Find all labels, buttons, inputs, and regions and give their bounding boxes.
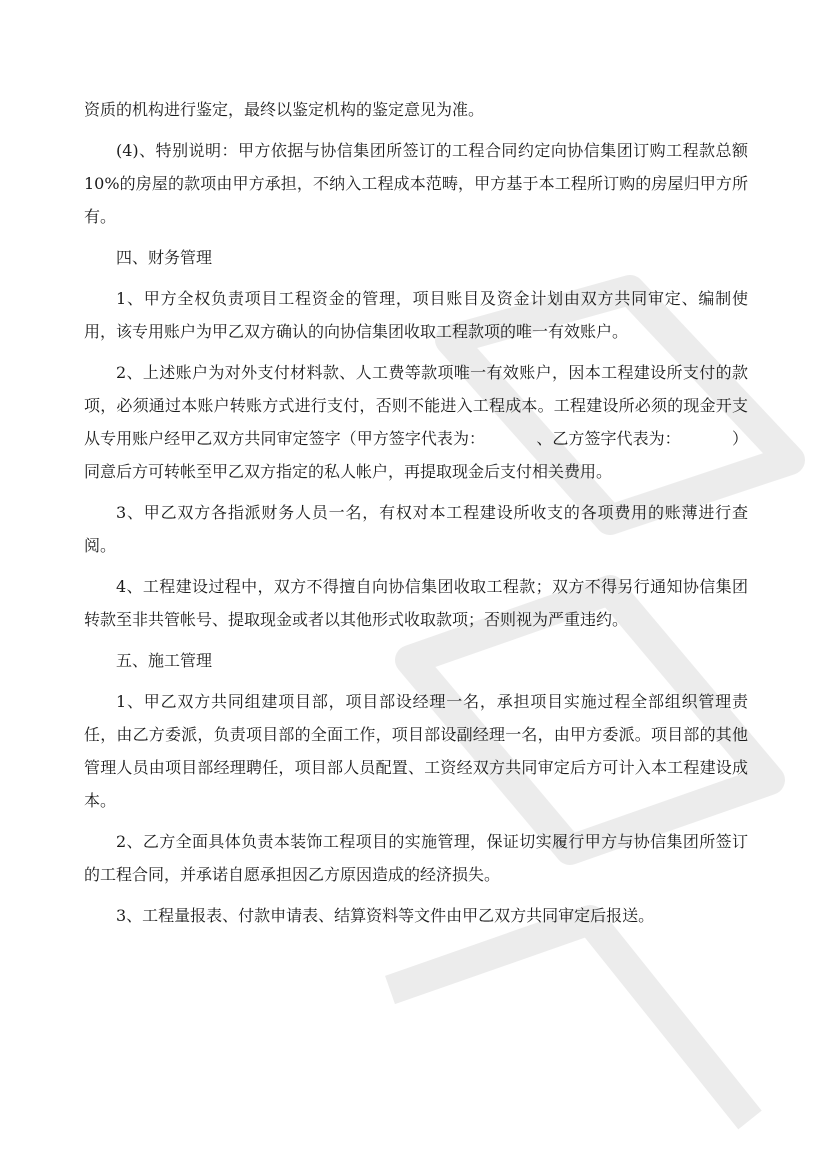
- paragraph-construction-3: 3、工程量报表、付款申请表、结算资料等文件由甲乙双方共同审定后报送。: [116, 906, 655, 925]
- paragraph-qualification-continued: 资质的机构进行鉴定，最终以鉴定机构的鉴定意见为准。: [84, 100, 485, 119]
- section-heading-construction: 五、施工管理: [116, 651, 213, 670]
- paragraph-construction-1: 1、甲乙双方共同组建项目部，项目部设经理一名，承担项目实施过程全部组织管理责任，由乙方委派，负责项目部的全面工作，项目部设副经理一名，由甲方委派。项目部的其他管理人员由项目部经理聘任，项目部人员配置、工资经双方共同审定后方可计入本工程建设成本。: [84, 692, 748, 810]
- paragraph-finance-1: 1、甲方全权负责项目工程资金的管理，项目账目及资金计划由双方共同审定、编制使用，该专用账户为甲乙双方确认的向协信集团收取工程款项的唯一有效账户。: [84, 289, 748, 341]
- paragraph-finance-2: 2、上述账户为对外支付材料款、人工费等款项唯一有效账户，因本工程建设所支付的款项，必须通过本账户转账方式进行支付，否则不能进入工程成本。工程建设所必须的现金开支从专用账户经甲乙双方共同审定签字（甲方签字代表为： 、乙方签字代表为： ）同意后方可转帐至甲乙双方指定的私人帐户，再提取现金后支付相关费用。: [84, 363, 748, 481]
- paragraph-finance-4: 4、工程建设过程中，双方不得擅自向协信集团收取工程款；双方不得另行通知协信集团转款至非共管帐号、提取现金或者以其他形式收取款项；否则视为严重违约。: [84, 577, 748, 629]
- paragraph-finance-3: 3、甲乙双方各指派财务人员一名，有权对本工程建设所收支的各项费用的账薄进行查阅。: [84, 503, 748, 555]
- paragraph-special-note: (4)、特别说明：甲方依据与协信集团所签订的工程合同约定向协信集团订购工程款总额 10%的房屋的款项由甲方承担，不纳入工程成本范畴，甲方基于本工程所订购的房屋归甲方所有。: [84, 141, 754, 226]
- document-body: [84, 93, 754, 932]
- section-heading-finance: 四、财务管理: [116, 248, 213, 267]
- paragraph-construction-2: 2、乙方全面具体负责本装饰工程项目的实施管理，保证切实履行甲方与协信集团所签订的工程合同，并承诺自愿承担因乙方原因造成的经济损失。: [84, 832, 748, 884]
